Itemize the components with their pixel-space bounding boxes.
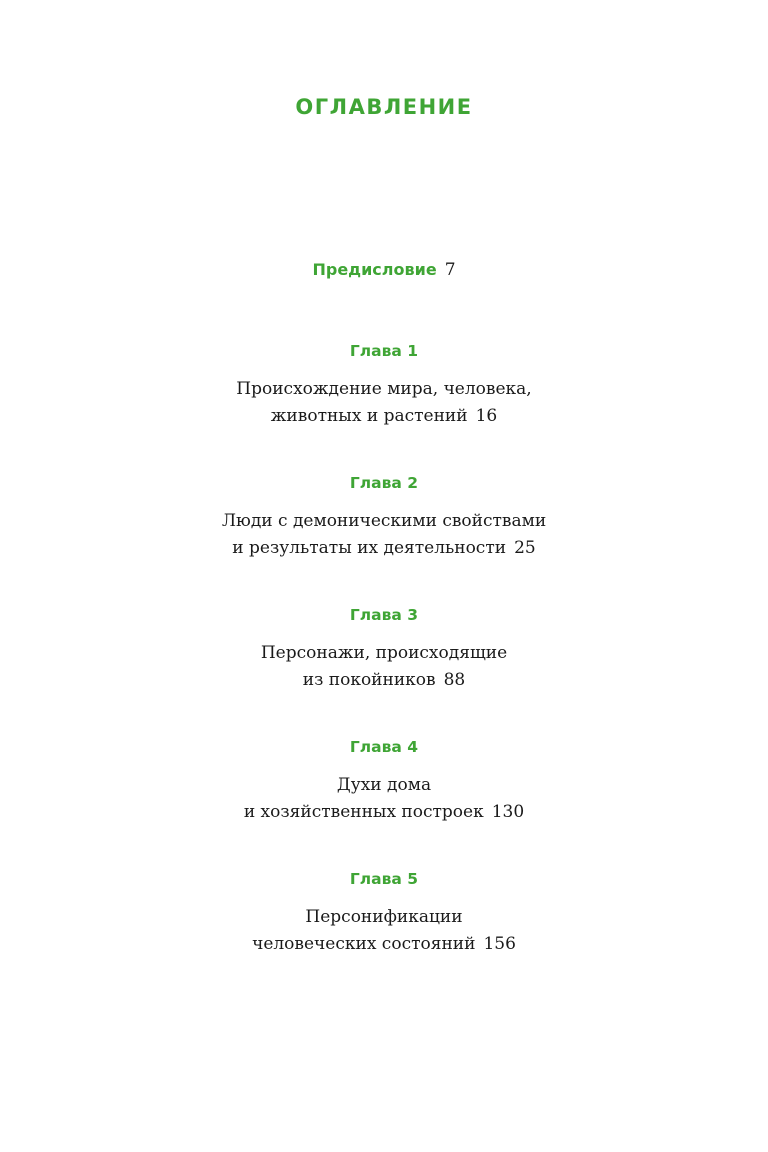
chapter-title-line-with-page [0,403,768,430]
chapter-title-line: из покойников [302,670,436,690]
preface-label: Предисловие [312,260,437,279]
chapter-title-line-with-page [0,931,768,958]
chapter-title-line: и хозяйственных построек [243,802,484,822]
toc-entry-chapter-1[interactable] [0,339,768,430]
chapter-title [0,904,768,958]
chapter-label: Глава 1 [349,342,419,360]
chapter-label: Глава 3 [349,606,419,624]
chapter-title-line: Персонажи, происходящие [260,643,508,663]
toc-entry-chapter-4[interactable] [0,735,768,826]
chapter-title-line: Происхождение мира, человека, [236,379,532,399]
chapter-title-line: Персонификации [305,907,463,927]
chapter-title [0,640,768,694]
chapter-title-line: человеческих состояний [252,934,476,954]
chapter-title-line-with-page [0,667,768,694]
toc-entry-chapter-5[interactable] [0,867,768,958]
chapter-title-line-with-page [0,535,768,562]
chapter-title-line: животных и растений [270,406,468,426]
chapter-label: Глава 4 [349,738,419,756]
chapter-title-line: Духи дома [336,775,432,795]
chapter-title-line: и результаты их деятельности [232,538,507,558]
chapter-label: Глава 5 [349,870,419,888]
toc-heading: ОГЛАВЛЕНИЕ [295,95,473,119]
chapter-title [0,376,768,430]
chapter-page-number: 88 [443,670,466,690]
toc-entry-preface[interactable] [0,257,768,284]
chapter-page-number: 130 [491,802,525,822]
chapter-page-number: 156 [483,934,516,954]
toc-entry-chapter-2[interactable] [0,471,768,562]
chapter-title-line-with-page [0,799,768,826]
chapter-title-line: Люди с демоническими свойствами [221,511,547,531]
chapter-label: Глава 2 [349,474,419,492]
chapter-page-number: 16 [475,406,498,426]
chapter-title [0,772,768,826]
toc-entry-chapter-3[interactable] [0,603,768,694]
preface-page-number: 7 [444,260,456,280]
chapter-page-number: 25 [514,538,536,558]
chapter-title [0,508,768,562]
